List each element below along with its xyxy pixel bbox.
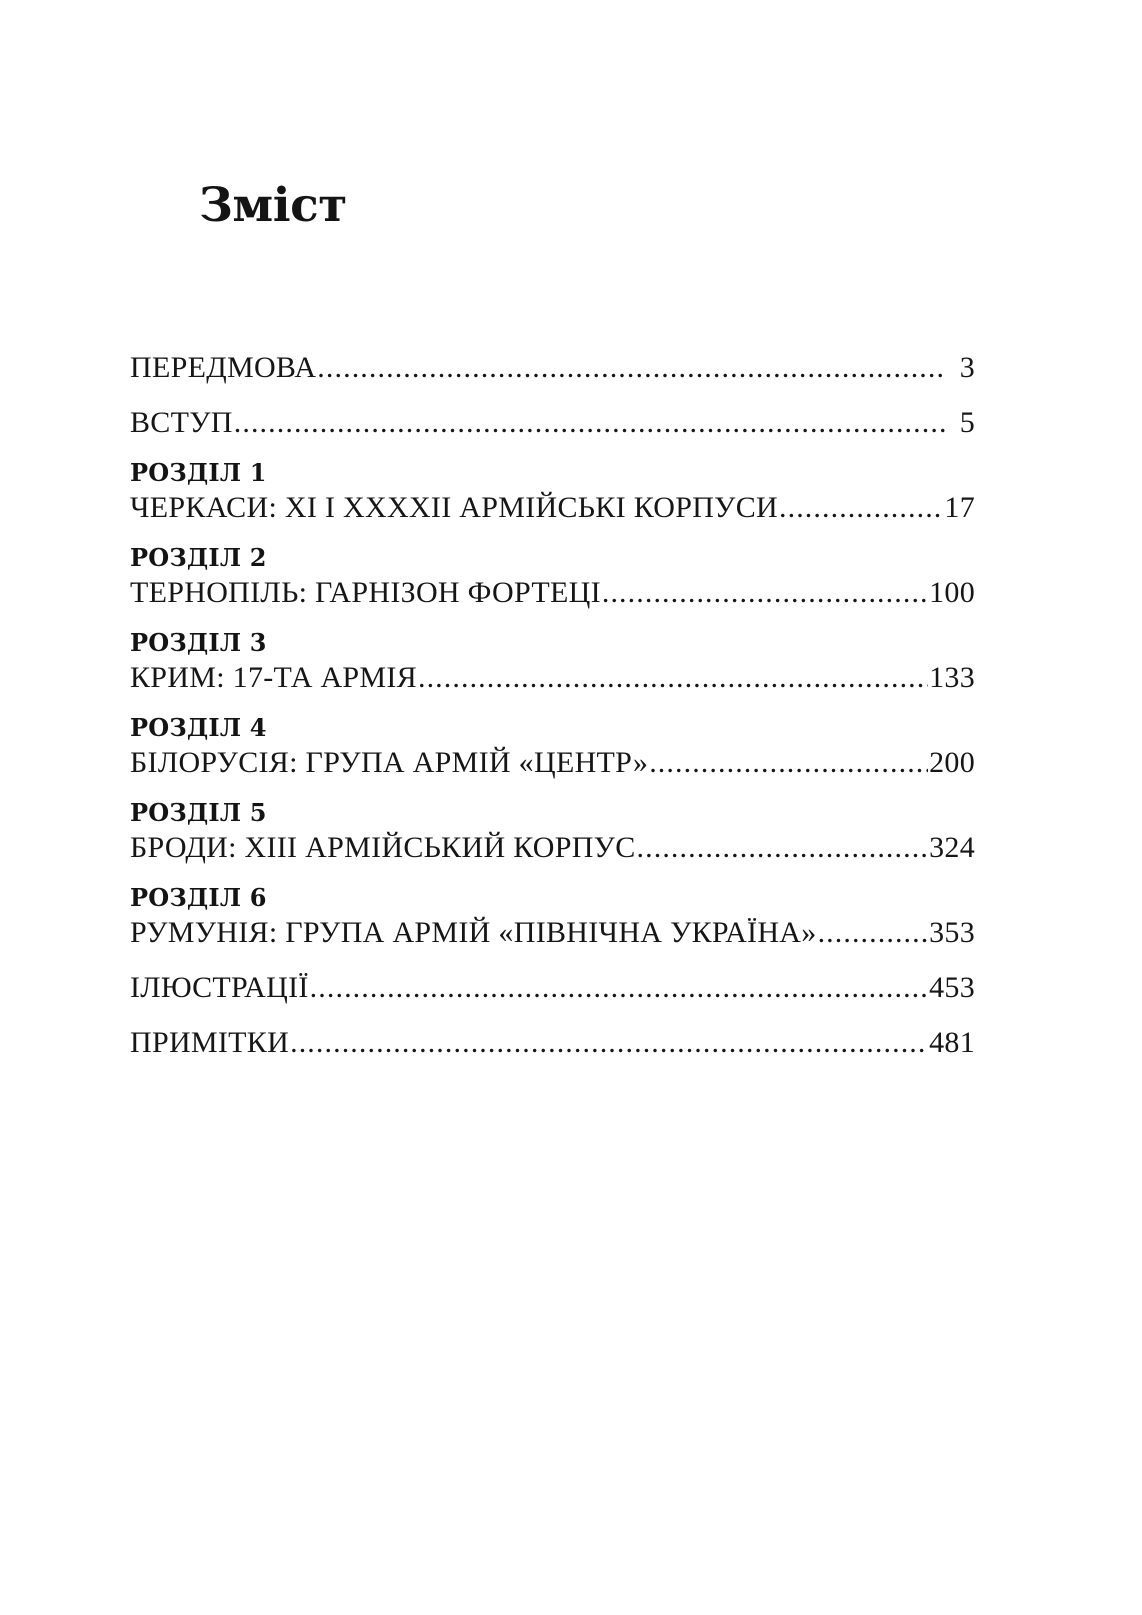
- dot-leader: [637, 828, 929, 868]
- chapter-label: РОЗДІЛ 1: [130, 458, 267, 487]
- toc-page-number: 481: [929, 1026, 975, 1059]
- toc-page-number: 17: [944, 491, 975, 524]
- toc-row[interactable]: [130, 658, 975, 698]
- toc-row[interactable]: [130, 348, 975, 388]
- dot-leader: [418, 658, 928, 698]
- toc-entry-title: КРИМ: 17-ТА АРМІЯ: [130, 661, 417, 694]
- toc-row[interactable]: [130, 1023, 975, 1063]
- dot-leader: [779, 488, 943, 528]
- dot-leader: [602, 573, 928, 613]
- toc-entry[interactable]: [130, 628, 975, 698]
- chapter-label: РОЗДІЛ 3: [130, 628, 267, 657]
- chapter-label: РОЗДІЛ 6: [130, 883, 267, 912]
- toc-row[interactable]: [130, 913, 975, 953]
- toc-entry[interactable]: [130, 798, 975, 868]
- toc-entry-title: ПЕРЕДМОВА: [130, 351, 317, 384]
- chapter-label: РОЗДІЛ 2: [130, 543, 267, 572]
- toc-row[interactable]: [130, 828, 975, 868]
- toc-row[interactable]: [130, 403, 975, 443]
- toc-entry[interactable]: [130, 1023, 975, 1063]
- toc-entry-title: БРОДИ: XIII АРМІЙСЬКИЙ КОРПУС: [130, 831, 636, 864]
- toc-entry[interactable]: [130, 713, 975, 783]
- toc-entry-title: ЧЕРКАСИ: XI І XXXXII АРМІЙСЬКІ КОРПУСИ: [130, 491, 778, 524]
- toc-page-number: 200: [929, 746, 975, 779]
- toc-page-number: 453: [929, 971, 975, 1004]
- toc-page-number: 133: [929, 661, 975, 694]
- toc-page-number: 100: [929, 576, 975, 609]
- toc-page-number: 3: [959, 351, 975, 384]
- dot-leader: [290, 1023, 928, 1063]
- toc-row[interactable]: [130, 488, 975, 528]
- toc-entry[interactable]: [130, 968, 975, 1008]
- dot-leader: [649, 743, 928, 783]
- toc-page-number: 5: [959, 406, 975, 439]
- toc-entry-title: ТЕРНОПІЛЬ: ГАРНІЗОН ФОРТЕЦІ: [130, 576, 601, 609]
- toc-entry-title: ВСТУП: [130, 406, 233, 439]
- toc-entry[interactable]: [130, 883, 975, 953]
- toc-entry[interactable]: [130, 458, 975, 528]
- toc-entry[interactable]: [130, 403, 975, 443]
- toc-entry-title: ПРИМІТКИ: [130, 1026, 290, 1059]
- toc-row[interactable]: [130, 743, 975, 783]
- chapter-label: РОЗДІЛ 4: [130, 713, 267, 742]
- toc-entry[interactable]: [130, 543, 975, 613]
- toc-page-number: 324: [929, 831, 975, 864]
- dot-leader: [317, 348, 946, 388]
- toc-row[interactable]: [130, 573, 975, 613]
- toc-entry-title: ІЛЮСТРАЦІЇ: [130, 971, 309, 1004]
- table-of-contents: [130, 348, 975, 1063]
- toc-entry[interactable]: [130, 348, 975, 388]
- chapter-label: РОЗДІЛ 5: [130, 798, 267, 827]
- toc-entry-title: РУМУНІЯ: ГРУПА АРМІЙ «ПІВНІЧНА УКРАЇНА»: [130, 916, 817, 949]
- page-title: Зміст: [199, 178, 347, 233]
- toc-page-number: 353: [929, 916, 975, 949]
- toc-row[interactable]: [130, 968, 975, 1008]
- toc-entry-title: БІЛОРУСІЯ: ГРУПА АРМІЙ «ЦЕНТР»: [130, 746, 649, 779]
- dot-leader: [818, 913, 929, 953]
- dot-leader: [234, 403, 946, 443]
- dot-leader: [310, 968, 928, 1008]
